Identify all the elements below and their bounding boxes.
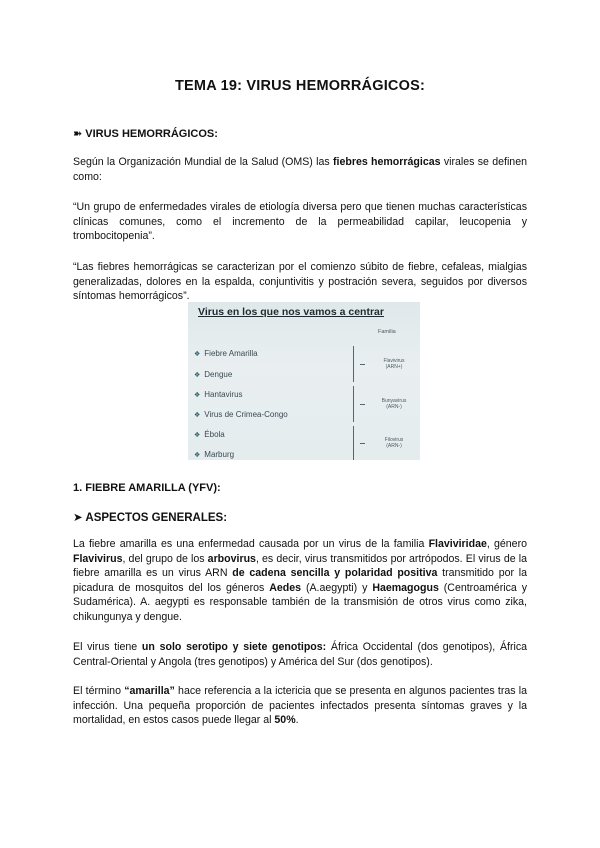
- text-span: , del grupo de los: [122, 552, 208, 565]
- bold-span: Flavivirus: [73, 552, 123, 565]
- diamond-bullet-icon: ❖: [194, 372, 201, 379]
- text-span: La fiebre amarilla es una enfermedad causada por un virus de la familia: [73, 538, 429, 550]
- text-span: , género: [486, 538, 527, 550]
- diamond-bullet-icon: ❖: [194, 432, 201, 439]
- paragraph-serotipos: [73, 640, 527, 669]
- slide-item-label: Fiebre Amarilla: [204, 349, 258, 358]
- slide-family-label: [376, 398, 412, 410]
- text-span: , es decir, virus transmitidos por artrópodos. El virus de la fiebre amarilla es un virus ARN: [73, 552, 527, 580]
- brace-line: [353, 426, 354, 460]
- family-name: Flavivirus: [383, 358, 405, 364]
- family-sub: (ARN-): [386, 443, 402, 449]
- bold-span: de cadena sencilla y polaridad positiva: [232, 567, 438, 580]
- slide-item-label: Hantavirus: [204, 390, 243, 399]
- slide-item-label: Virus de Crimea-Congo: [204, 410, 288, 419]
- text-span: Según la Organización Mundial de la Salud (OMS) las: [73, 156, 333, 168]
- brace-tick: [360, 443, 365, 444]
- slide-item-label: Ébola: [204, 430, 225, 439]
- slide-item: [194, 410, 288, 419]
- family-sub: (ARN-): [386, 404, 402, 410]
- paragraph-fiebre-amarilla-intro: [73, 537, 527, 625]
- slide-item-label: Marburg: [204, 450, 235, 459]
- text-span: hace referencia a la ictericia que se presenta en algunos pacientes tras la infección. Una pequeña proporción de pacientes infectados presenta síntomas graves y la mortalidad, en estos casos puede llegar al: [73, 685, 527, 727]
- text-span: .: [295, 714, 299, 727]
- diamond-bullet-icon: ❖: [194, 392, 201, 399]
- text-span: (A.aegypti) y: [301, 581, 373, 594]
- text-span: (Centroamérica y Sudamérica). A. aegypti es responsable también de la transmisión de otros virus como zika, chikungunya y dengue.: [73, 581, 527, 623]
- paragraph-quote-2: “Las fiebres hemorrágicas se caracterizan por el comienzo súbito de fiebre, cefaleas, mialgias generalizadas, dolores en la espalda, conjuntivitis y postración severa, seguidos por diversos síntomas hemorrágicos”.: [73, 261, 527, 303]
- paragraph-amarilla-termino: [73, 684, 527, 728]
- family-name: Bunyavirus: [381, 398, 407, 404]
- diamond-bullet-icon: ❖: [194, 351, 201, 358]
- text-span: transmitido por la picadura de mosquitos del los géneros: [73, 567, 528, 594]
- bold-span: Aedes: [269, 581, 302, 594]
- section-heading-virus-hemorragicos: ➽ VIRUS HEMORRÁGICOS:: [73, 128, 218, 140]
- slide-item: [194, 370, 232, 379]
- brace-tick: [360, 364, 365, 365]
- slide-item: [194, 450, 234, 459]
- bold-span: “amarilla”: [124, 685, 175, 697]
- paragraph-oms-definition: [73, 155, 527, 184]
- text-span: África Occidental (dos genotipos), África Central-Oriental y Angola (tres genotipos) y América del Sur (dos genotipos).: [73, 641, 528, 668]
- family-name: Filovirus: [384, 437, 404, 443]
- slide-item: [194, 430, 225, 439]
- paragraph-quote-1: “Un grupo de enfermedades virales de etiología diversa pero que tienen muchas características clínicas comunes, como el incremento de la permeabilidad capilar, leucopenia y trombocitopenia”.: [73, 201, 527, 243]
- brace-line: [353, 346, 354, 382]
- page-title: TEMA 19: VIRUS HEMORRÁGICOS:: [175, 78, 425, 94]
- family-sub: (ARN+): [385, 364, 403, 370]
- diamond-bullet-icon: ❖: [194, 452, 201, 459]
- slide-image: [188, 302, 420, 460]
- bold-span: fiebres hemorrágicas: [332, 156, 441, 168]
- diamond-bullet-icon: ❖: [194, 412, 201, 419]
- slide-item: [194, 349, 258, 358]
- text-span: El virus tiene: [73, 641, 142, 653]
- slide-family-label: [376, 358, 412, 370]
- slide-item: [194, 390, 243, 399]
- section-heading-fiebre-amarilla: 1. FIEBRE AMARILLA (YFV):: [73, 482, 221, 494]
- bold-span: Haemagogus: [372, 581, 439, 594]
- subheading-aspectos-generales: ➤ ASPECTOS GENERALES:: [73, 512, 228, 524]
- bold-span: un solo serotipo y siete genotipos:: [141, 641, 327, 653]
- text-span: El término: [73, 685, 125, 697]
- slide-title: Virus en los que nos vamos a centrar: [198, 306, 384, 318]
- bold-span: 50%: [274, 714, 296, 727]
- bold-span: arbovirus: [207, 552, 256, 565]
- slide-familia-label: Familia: [378, 329, 396, 335]
- bold-span: Flaviviridae: [428, 538, 487, 550]
- slide-family-label: [376, 437, 412, 449]
- text-span: virales se definen como:: [73, 156, 527, 183]
- brace-tick: [360, 404, 365, 405]
- slide-item-label: Dengue: [204, 370, 233, 379]
- brace-line: [353, 386, 354, 422]
